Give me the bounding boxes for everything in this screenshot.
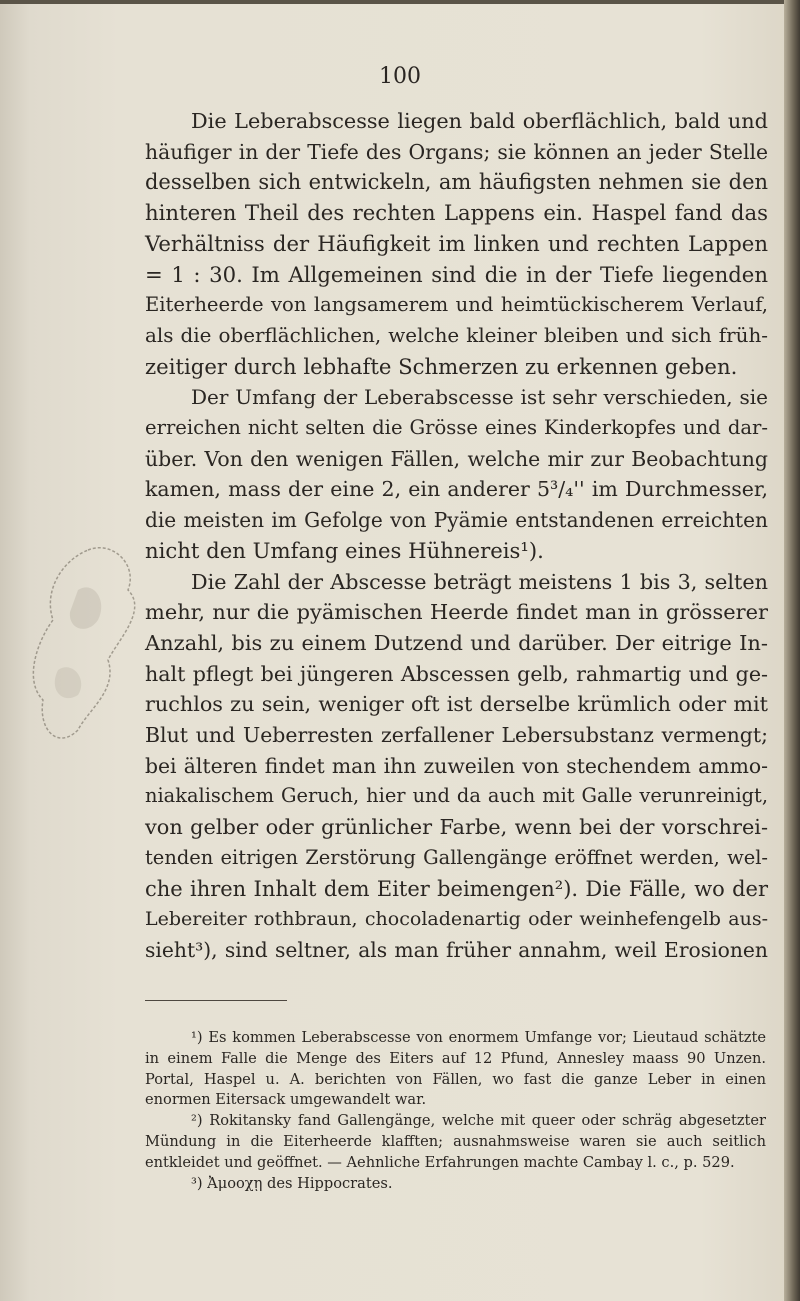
body-line: niakalischem Geruch, hier und da auch mit Galle verunreinigt,	[145, 784, 768, 808]
body-line: von gelber oder grünlicher Farbe, wenn bei der vorschrei-	[145, 815, 768, 840]
body-line: Die Leberabscesse liegen bald oberflächlich, bald und	[191, 109, 768, 133]
body-line: tenden eitrigen Zerstörung Gallengänge eröffnet werden, wel-	[145, 845, 768, 869]
body-line: die meisten im Gefolge von Pyämie entstandenen erreichten	[145, 508, 768, 533]
body-line: Lebereiter rothbraun, chocoladenartig oder weinhefengelb aus-	[145, 908, 768, 931]
body-line: als die oberflächlichen, welche kleiner bleiben und sich früh-	[145, 323, 768, 347]
body-line: Verhältniss der Häufigkeit im linken und rechten Lappen	[145, 230, 768, 256]
body-line: bei älteren findet man ihn zuweilen von stechendem ammo-	[145, 753, 768, 778]
body-line: häufiger in der Tiefe des Organs; sie können an jeder Stelle	[145, 139, 768, 164]
page-top-edge	[0, 0, 800, 4]
body-line: erreichen nicht selten die Grösse eines Kinderkopfes und dar-	[145, 416, 768, 440]
footnote-divider	[145, 1000, 287, 1001]
page-number: 100	[379, 64, 421, 89]
footnotes	[145, 1028, 766, 1194]
body-line: kamen, mass der eine 2, ein anderer 5³/₄'' im Durchmesser,	[145, 477, 768, 502]
footnote-line: ²) Rokitansky fand Gallengänge, welche mit queer oder schräg abgesetzter	[191, 1112, 766, 1130]
body-line: Der Umfang der Leberabscesse ist sehr verschieden, sie	[191, 385, 768, 410]
footnote-line: entkleidet und geöffnet. — Aehnliche Erfahrungen machte Cambay l. c., p. 529.	[145, 1153, 735, 1171]
page-binding-edge	[784, 0, 800, 1301]
body-line: che ihren Inhalt dem Eiter beimengen²). Die Fälle, wo der	[145, 876, 768, 901]
body-line: Blut und Ueberresten zerfallener Lebersubstanz vermengt;	[145, 723, 768, 748]
footnote-line: in einem Falle die Menge des Eiters auf 12 Pfund, Annesley maass 90 Unzen.	[145, 1049, 766, 1067]
body-line: hinteren Theil des rechten Lappens ein. Haspel fand das	[145, 200, 768, 226]
body-line: über. Von den wenigen Fällen, welche mir zur Beobachtung	[145, 446, 768, 471]
body-line: desselben sich entwickeln, am häufigsten nehmen sie den	[145, 170, 768, 195]
body-line: mehr, nur die pyämischen Heerde findet man in grösserer	[145, 600, 768, 625]
body-line: Die Zahl der Abscesse beträgt meistens 1 bis 3, selten	[191, 569, 768, 594]
body-line: Anzahl, bis zu einem Dutzend und darüber. Der eitrige In-	[145, 630, 768, 655]
footnote-line: Portal, Haspel u. A. berichten von Fällen, wo fast die ganze Leber in einen	[145, 1070, 766, 1088]
body-line: zeitiger durch lebhafte Schmerzen zu erkennen geben.	[145, 353, 738, 379]
body-text	[145, 106, 768, 966]
body-line: Eiterheerde von langsamerem und heimtückischerem Verlauf,	[145, 293, 768, 317]
footnote-line: ³) Ἀμοοχῃ des Hippocrates.	[191, 1174, 393, 1192]
body-line: ruchlos zu sein, weniger oft ist derselbe krümlich oder mit	[145, 692, 768, 717]
body-line: nicht den Umfang eines Hühnereis¹).	[145, 537, 544, 563]
footnote-line: enormen Eitersack umgewandelt war.	[145, 1091, 427, 1109]
body-line: sieht³), sind seltner, als man früher annahm, weil Erosionen	[145, 937, 768, 962]
body-line: = 1 : 30. Im Allgemeinen sind die in der Tiefe liegenden	[145, 261, 768, 287]
footnote-line: Mündung in die Eiterheerde klafften; ausnahmsweise waren sie auch seitlich	[145, 1132, 766, 1150]
ink-stain-decoration	[18, 520, 153, 790]
body-line: halt pflegt bei jüngeren Abscessen gelb, rahmartig und ge-	[145, 661, 768, 686]
footnote-line: ¹) Es kommen Leberabscesse von enormem Umfange vor; Lieutaud schätzte	[191, 1029, 766, 1046]
